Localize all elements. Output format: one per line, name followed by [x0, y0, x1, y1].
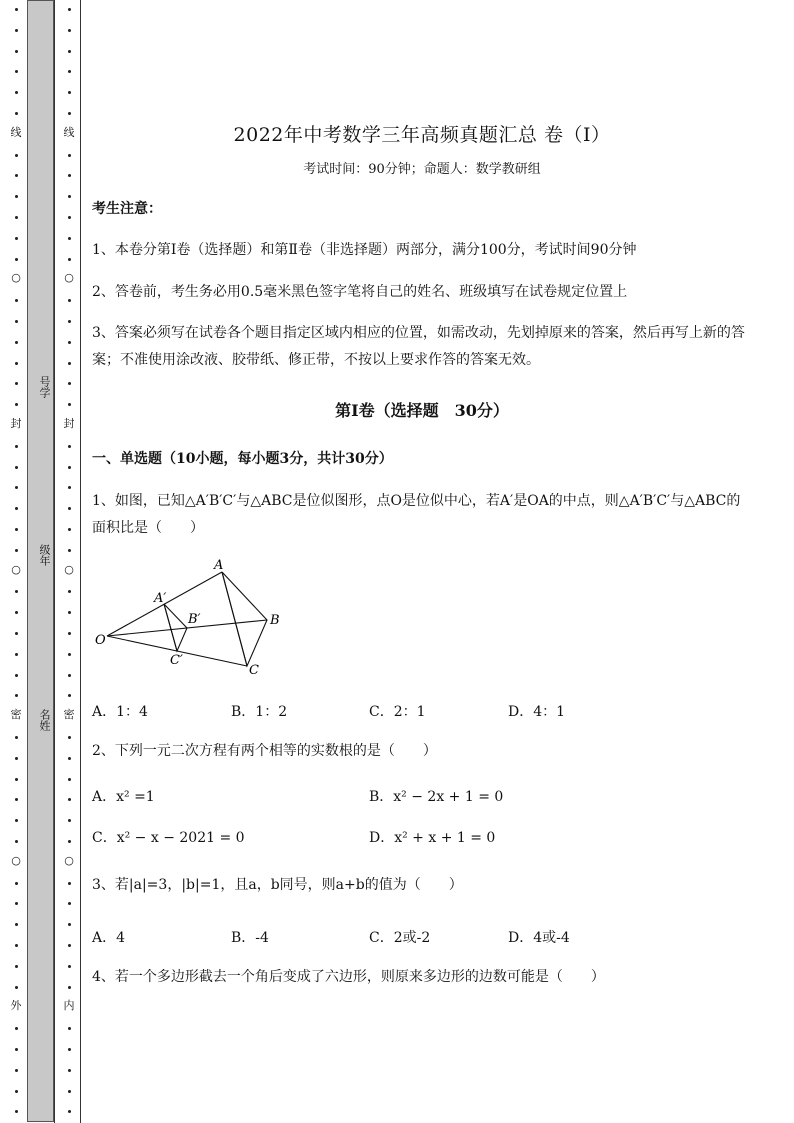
binding-dot: [15, 507, 18, 510]
binding-right-dots: [58, 0, 80, 1123]
binding-dot: [68, 965, 71, 968]
binding-dot: [15, 611, 18, 614]
binding-dot: [68, 216, 71, 219]
notice-item: 3、答案必须写在试卷各个题目指定区域内相应的位置，如需改动，先划掉原来的答案，然后再写上新的答案；不准使用涂改液、胶带纸、修正带，不按以上要求作答的答案无效。: [92, 325, 745, 368]
name-label: 名姓: [38, 709, 51, 731]
binding-dot: [68, 1110, 71, 1113]
binding-char: 密: [10, 708, 22, 722]
binding-dot: [15, 341, 18, 344]
binding-dot: [15, 965, 18, 968]
binding-dot: [68, 320, 71, 323]
binding-dot: [68, 1027, 71, 1030]
binding-dot: [68, 445, 71, 448]
binding-dot: [68, 29, 71, 32]
binding-char: 密: [63, 708, 75, 722]
binding-dot: [68, 195, 71, 198]
binding-dot: [15, 632, 18, 635]
binding-dot: [68, 91, 71, 94]
binding-dot: [15, 840, 18, 843]
option-a[interactable]: A．1：4: [92, 704, 148, 720]
binding-dot: [15, 653, 18, 656]
binding-dot: [15, 1069, 18, 1072]
binding-dot: [15, 466, 18, 469]
binding-char: 封: [10, 417, 22, 430]
page-title: 2022年中考数学三年高频真题汇总 卷（Ⅰ）: [233, 124, 611, 146]
binding-dot: [15, 1027, 18, 1030]
binding-dot: [15, 986, 18, 989]
binding-dot: [68, 674, 71, 677]
question-3-stem: 3、若|a|=3，|b|=1，且a，b同号，则a+b的值为（ ）: [92, 877, 463, 893]
question-2-options-row1: [92, 786, 752, 808]
binding-dot: [15, 528, 18, 531]
binding-dot: [15, 320, 18, 323]
binding-dot: [68, 1090, 71, 1093]
question-2-options-row2: [92, 827, 752, 849]
binding-dot: [15, 819, 18, 822]
binding-divider: [54, 0, 55, 1123]
binding-dot: [15, 382, 18, 385]
binding-char: 线: [10, 125, 22, 139]
binding-dot: [15, 216, 18, 219]
binding-char: 外: [10, 999, 22, 1013]
option-d[interactable]: D．4：1: [508, 704, 566, 720]
option-d[interactable]: D．4或-4: [508, 930, 570, 946]
binding-char: 线: [63, 125, 75, 139]
question-1-stem: 1、如图，已知△A′B′C′与△ABC是位似图形，点O是位似中心，若A′是OA的中点，则△A′B′C′与△ABC的面积比是（ ）: [92, 493, 741, 536]
binding-dot: [68, 757, 71, 760]
binding-dot: [68, 798, 71, 801]
binding-dot: [68, 403, 71, 406]
binding-dot: [68, 528, 71, 531]
binding-dot: [15, 923, 18, 926]
binding-dot: [15, 674, 18, 677]
option-c[interactable]: C．2或-2: [369, 930, 431, 946]
label-C-prime: C′: [170, 653, 183, 668]
question-4-stem: 4、若一个多边形截去一个角后变成了六边形，则原来多边形的边数可能是（ ）: [92, 969, 605, 985]
question-1-options: [92, 701, 752, 723]
binding-dot: [15, 174, 18, 177]
option-c[interactable]: C．2：1: [369, 704, 426, 720]
binding-dot: [68, 382, 71, 385]
binding-dot: [68, 611, 71, 614]
binding-dot: [15, 694, 18, 697]
binding-dot: [68, 362, 71, 365]
binding-circle-mark: ○: [11, 271, 21, 285]
binding-dot: [15, 70, 18, 73]
label-O: O: [95, 633, 106, 648]
label-B-prime: B′: [188, 612, 201, 627]
binding-char: 内: [63, 999, 75, 1013]
binding-dot: [15, 299, 18, 302]
binding-dot: [15, 798, 18, 801]
binding-dot: [68, 1069, 71, 1072]
option-a[interactable]: A．x² =1: [92, 789, 155, 805]
binding-dot: [68, 258, 71, 261]
binding-dot: [68, 653, 71, 656]
binding-circle-mark: ○: [64, 853, 74, 867]
binding-dot: [15, 486, 18, 489]
option-a[interactable]: A．4: [92, 930, 126, 946]
question-3-options: [92, 927, 752, 949]
label-C: C: [249, 663, 259, 678]
notice-item: 2、答卷前，考生务必用0.5毫米黑色签字笔将自己的姓名、班级填写在试卷规定位置上: [92, 284, 628, 300]
binding-dot: [68, 174, 71, 177]
binding-dot: [68, 944, 71, 947]
option-b[interactable]: B．x² − 2x + 1 = 0: [369, 789, 504, 805]
binding-dot: [15, 112, 18, 115]
section-title: 第I卷（选择题 30分）: [335, 401, 509, 420]
binding-dot: [15, 902, 18, 905]
binding-char: 封: [63, 417, 75, 430]
binding-dot: [68, 986, 71, 989]
binding-dot: [15, 91, 18, 94]
binding-dot: [68, 778, 71, 781]
triangle-ABC: [222, 572, 267, 666]
binding-dot: [68, 341, 71, 344]
binding-circle-mark: ○: [11, 562, 21, 576]
binding-dot: [15, 757, 18, 760]
binding-dot: [15, 944, 18, 947]
binding-dot: [68, 590, 71, 593]
label-A: A: [214, 558, 224, 573]
binding-dot: [68, 549, 71, 552]
binding-dot: [68, 486, 71, 489]
binding-left-dots: [5, 0, 27, 1123]
binding-dot: [68, 902, 71, 905]
binding-dot: [15, 590, 18, 593]
notice-item: 1、本卷分第I卷（选择题）和第Ⅱ卷（非选择题）两部分，满分100分，考试时间90分钟: [92, 242, 637, 258]
binding-dot: [68, 50, 71, 53]
question-2-stem: 2、下列一元二次方程有两个相等的实数根的是（ ）: [92, 743, 437, 759]
binding-dot: [15, 1048, 18, 1051]
student-id-label: 号学: [38, 376, 51, 398]
binding-dot: [15, 50, 18, 53]
binding-dot: [15, 237, 18, 240]
binding-label-band: [27, 0, 54, 1122]
part-heading: 一、单选题（10小题，每小题3分，共计30分）: [92, 451, 393, 467]
option-d[interactable]: D．x² + x + 1 = 0: [369, 830, 496, 846]
grade-label: 级年: [38, 544, 51, 566]
binding-dot: [15, 154, 18, 157]
binding-dot: [68, 694, 71, 697]
binding-dot: [68, 112, 71, 115]
binding-dot: [15, 1090, 18, 1093]
binding-dot: [15, 549, 18, 552]
binding-dot: [68, 299, 71, 302]
binding-dot: [15, 8, 18, 11]
binding-dot: [15, 736, 18, 739]
binding-dot: [68, 923, 71, 926]
binding-dot: [68, 882, 71, 885]
label-B: B: [270, 613, 280, 628]
binding-dot: [68, 154, 71, 157]
option-c[interactable]: C．x² − x − 2021 = 0: [92, 830, 245, 846]
binding-circle-mark: ○: [11, 853, 21, 867]
binding-dot: [15, 258, 18, 261]
binding-dot: [68, 466, 71, 469]
binding-dot: [15, 362, 18, 365]
binding-dot: [15, 195, 18, 198]
binding-dot: [68, 70, 71, 73]
binding-dot: [68, 1048, 71, 1051]
binding-dot: [15, 403, 18, 406]
binding-circle-mark: ○: [64, 562, 74, 576]
binding-dot: [68, 237, 71, 240]
label-A-prime: A′: [154, 591, 167, 606]
binding-dot: [68, 632, 71, 635]
binding-dot: [68, 8, 71, 11]
binding-dot: [68, 840, 71, 843]
binding-dot: [15, 445, 18, 448]
notice-heading: 考生注意：: [92, 201, 162, 217]
exam-info: 考试时间：90分钟；命题人：数学教研组: [303, 162, 541, 177]
binding-circle-mark: ○: [64, 271, 74, 285]
similar-triangles-figure: [92, 556, 292, 681]
binding-dot: [68, 507, 71, 510]
binding-dot: [68, 736, 71, 739]
binding-dot: [15, 778, 18, 781]
binding-dot: [68, 819, 71, 822]
option-b[interactable]: B．1：2: [231, 704, 288, 720]
option-b[interactable]: B．-4: [231, 930, 269, 946]
binding-edge-line: [80, 0, 81, 1123]
binding-dot: [15, 882, 18, 885]
binding-dot: [15, 29, 18, 32]
binding-dot: [15, 1110, 18, 1113]
